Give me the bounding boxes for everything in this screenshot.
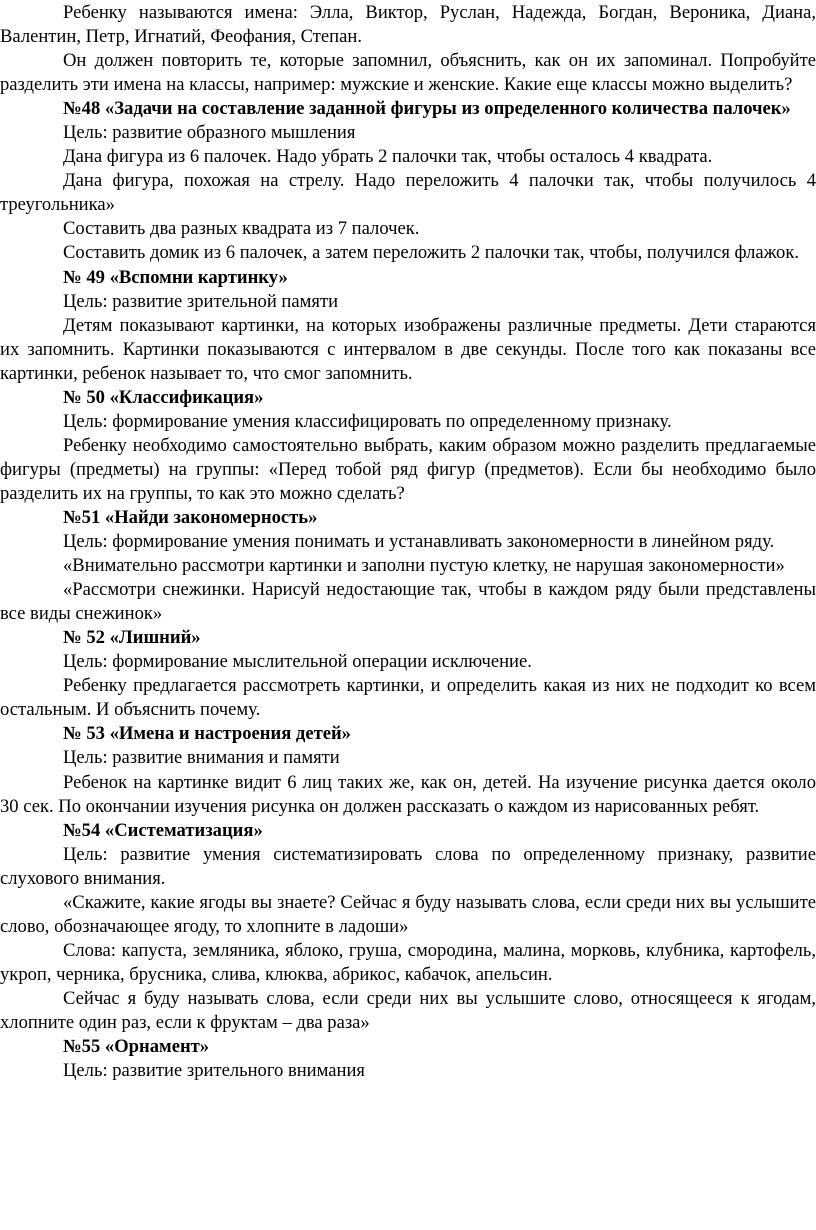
paragraph-goal-54: Цель: развитие умения систематизировать слова по определенному признаку, развитие слухового внимания.: [0, 843, 816, 889]
heading-task-49: № 49 «Вспомни картинку»: [63, 266, 288, 288]
paragraph-goal-55: Цель: развитие зрительного внимания: [63, 1060, 365, 1082]
paragraph-goal-53: Цель: развитие внимания и памяти: [63, 747, 340, 769]
heading-task-48: №48 «Задачи на составление заданной фигуры из определенного количества палочек»: [63, 98, 791, 120]
paragraph-berries-question: «Скажите, какие ягоды вы знаете? Сейчас я буду называть слова, если среди них вы услышите слово, обозначающее ягоду, то хлопните в ладоши»: [0, 891, 816, 937]
paragraph-house-flag: Составить домик из 6 палочек, а затем переложить 2 палочки так, чтобы, получился флажок.: [63, 242, 800, 264]
heading-task-50: № 50 «Классификация»: [63, 386, 264, 408]
paragraph-goal-49: Цель: развитие зрительной памяти: [63, 290, 339, 312]
paragraph-odd-one-out: Ребенку предлагается рассмотреть картинки, и определить какая из них не подходит ко всем остальным. И объяснить почему.: [0, 675, 816, 721]
paragraph-snowflakes-task: «Рассмотри снежинки. Нарисуй недостающие так, чтобы в каждом ряду были представлены все виды снежинок»: [0, 579, 816, 625]
paragraph-goal-50: Цель: формирование умения классифицировать по определенному признаку.: [63, 410, 672, 432]
paragraph-names-task: Он должен повторить те, которые запомнил, объяснить, как он их запоминал. Попробуйте разделить эти имена на классы, например: мужские и женские. Какие еще классы можно выделить?: [0, 50, 816, 96]
paragraph-word-list: Слова: капуста, земляника, яблоко, груша, смородина, малина, морковь, клубника, картофель, укроп, черника, брусника, слива, клюква, абрикос, кабачок, апельсин.: [0, 939, 816, 985]
paragraph-sticks-6: Дана фигура из 6 палочек. Надо убрать 2 палочки так, чтобы осталось 4 квадрата.: [63, 146, 713, 168]
paragraph-faces-task: Ребенок на картинке видит 6 лиц таких же, как он, детей. На изучение рисунка дается около 30 сек. По окончании изучения рисунка он должен рассказать о каждом из нарисованных ребят.: [0, 771, 816, 817]
paragraph-two-squares: Составить два разных квадрата из 7 палочек.: [63, 218, 420, 240]
paragraph-pictures-memory: Детям показывают картинки, на которых изображены различные предметы. Дети стараются их запомнить. Картинки показываются с интервалом в две секунды. После того как показаны все картинки, ребенок называет то, что смог запомнить.: [0, 314, 816, 384]
paragraph-pattern-task: «Внимательно рассмотри картинки и заполни пустую клетку, не нарушая закономерности»: [63, 555, 785, 577]
heading-task-54: №54 «Систематизация»: [63, 819, 263, 841]
paragraph-goal-52: Цель: формирование мыслительной операции исключение.: [63, 651, 532, 673]
heading-task-51: №51 «Найди закономерность»: [63, 506, 318, 528]
paragraph-classification-task: Ребенку необходимо самостоятельно выбрать, каким образом можно разделить предлагаемые фигуры (предметы) на группы: «Перед тобой ряд фигур (предметов). Если бы необходимо было разделить их на группы, то как это можно сделать?: [0, 434, 816, 504]
heading-task-52: № 52 «Лишний»: [63, 627, 201, 649]
paragraph-arrow-figure: Дана фигура, похожая на стрелу. Надо переложить 4 палочки так, чтобы получилось 4 треугольника»: [0, 170, 816, 216]
heading-task-53: № 53 «Имена и настроения детей»: [63, 723, 351, 745]
heading-task-55: №55 «Орнамент»: [63, 1036, 210, 1058]
paragraph-names-list: Ребенку называются имена: Элла, Виктор, Руслан, Надежда, Богдан, Вероника, Диана, Валентин, Петр, Игнатий, Феофания, Степан.: [0, 2, 816, 48]
paragraph-goal-51: Цель: формирование умения понимать и устанавливать закономерности в линейном ряду.: [63, 531, 775, 553]
paragraph-clap-task: Сейчас я буду называть слова, если среди них вы услышите слово, относящееся к ягодам, хлопните один раз, если к фруктам – два раза»: [0, 987, 816, 1033]
paragraph-goal-48: Цель: развитие образного мышления: [63, 122, 356, 144]
